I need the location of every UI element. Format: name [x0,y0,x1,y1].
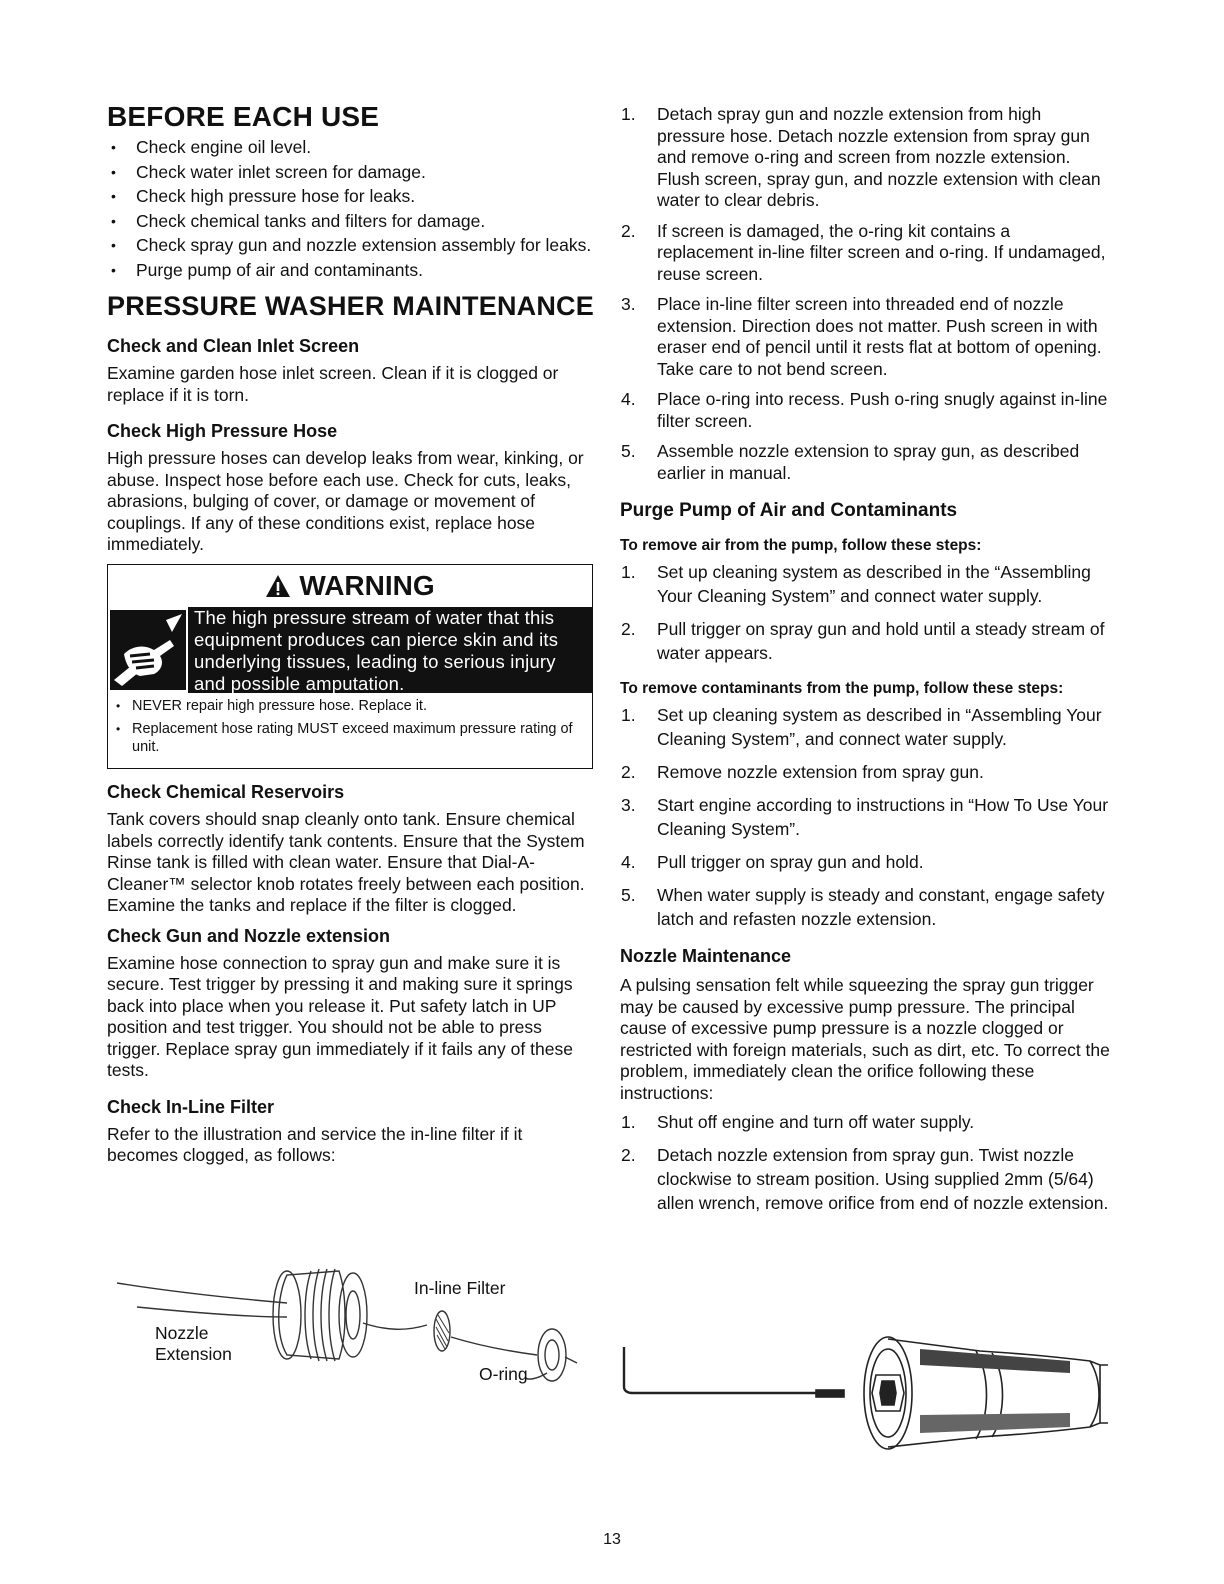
nozzle-steps-list [620,1110,1110,1215]
list-item: 2. Remove nozzle extension from spray gun. [621,762,984,782]
purge-heading: Purge Pump of Air and Contaminants [620,500,958,521]
list-item: • Replacement hose rating MUST exceed maximum pressure rating of unit. [108,721,592,756]
inline-filter-figure [107,1255,594,1415]
warning-box [107,564,593,770]
list-item: 2. Pull trigger on spray gun and hold until a steady stream of water appears. [621,619,1105,663]
nozzle-figure [620,1335,1110,1465]
nozzle-maintenance-text: A pulsing sensation felt while squeezing the spray gun trigger may be caused by excessive pump pressure. The principal cause of excessive pump pressure is a nozzle clogged or restricted with foreign materials, such as dirt, etc. To correct the problem, immediately clean the orifice following these instructions: [620,975,1110,1103]
list-item: 5. Assemble nozzle extension to spray gun, as described earlier in manual. [621,441,1080,483]
oring-label: O-ring [479,1364,528,1384]
list-item: • Check water inlet screen for damage. [107,162,594,184]
chemical-heading: Check Chemical Reservoirs [107,782,345,802]
contaminants-subheading: To remove contaminants from the pump, follow these steps: [620,680,1064,697]
maintenance-heading: PRESSURE WASHER MAINTENANCE [107,291,594,321]
list-item: 1. Shut off engine and turn off water supply. [621,1112,975,1132]
hose-heading: Check High Pressure Hose [107,421,338,441]
list-item: 5. When water supply is steady and constant, engage safety latch and refasten nozzle extension. [621,885,1105,929]
left-column [107,100,594,1167]
list-item: • Check engine oil level. [107,137,594,159]
list-item: • NEVER repair high pressure hose. Replace it. [108,698,592,716]
list-item: • Check high pressure hose for leaks. [107,186,594,208]
list-item: 3. Place in-line filter screen into threaded end of nozzle extension. Direction does not matter. Push screen in with eraser end of pencil until it rests flat at bottom of opening. Take care to not bend screen. [621,294,1102,379]
right-column [620,104,1110,1224]
list-item: • Check chemical tanks and filters for damage. [107,211,594,233]
list-item: • Purge pump of air and contaminants. [107,260,594,282]
inline-filter-label: In-line Filter [414,1278,506,1298]
warning-triangle-icon [265,574,291,598]
gun-nozzle-text: Examine hose connection to spray gun and make sure it is secure. Test trigger by pressing it and making sure it springs back into place when you release it. Put safety latch in UP position and test trigger. You should not be able to press trigger. Replace spray gun immediately if it fails any of these tests. [107,952,573,1080]
filter-steps-list [620,104,1110,484]
contaminants-steps-list [620,703,1110,931]
nozzle-label: Nozzle [155,1323,209,1343]
list-item: • Check spray gun and nozzle extension assembly for leaks. [107,235,594,257]
list-item: 4. Place o-ring into recess. Push o-ring snugly against in-line filter screen. [621,389,1108,431]
warning-header [108,565,592,607]
before-each-use-list [107,137,594,281]
warning-list [108,693,592,769]
nozzle-maintenance-heading: Nozzle Maintenance [620,946,792,966]
list-item: 1. Set up cleaning system as described in “Assembling Your Cleaning System”, and connect water supply. [621,705,1102,749]
page-number: 13 [603,1531,621,1548]
chemical-text: Tank covers should snap cleanly onto tank. Ensure chemical labels correctly identify tank contents. Ensure that the System Rinse tank is filled with clean water. Ensure that Dial-A-Cleaner™ selector knob rotates freely between each position. Examine the tanks and replace if the filter is clogged. [107,809,585,915]
list-item: 1. Detach spray gun and nozzle extension from high pressure hose. Detach nozzle extension from spray gun and remove o-ring and screen from nozzle extension. Flush screen, spray gun, and nozzle extension with clean water to clear debris. [621,104,1101,210]
air-steps-list [620,560,1110,665]
before-each-use-heading: BEFORE EACH USE [107,101,380,132]
inlet-screen-heading: Check and Clean Inlet Screen [107,336,360,356]
hand-injury-icon [108,607,188,693]
nozzle-wrench-illustration [620,1335,1110,1465]
gun-nozzle-heading: Check Gun and Nozzle extension [107,925,391,946]
hose-text: High pressure hoses can develop leaks from wear, kinking, or abuse. Inspect hose before each use. Check for cuts, leaks, abrasions, bulging of cover, or damage or movement of couplings. If any of these conditions exist, replace hose immediately. [107,448,584,554]
list-item: 1. Set up cleaning system as described in the “Assembling Your Cleaning System” and connect water supply. [621,562,1091,606]
list-item: 3. Start engine according to instructions in “How To Use Your Cleaning System”. [621,795,1109,839]
list-item: 4. Pull trigger on spray gun and hold. [621,852,924,872]
warning-title: WARNING [299,569,435,601]
inline-filter-text: Refer to the illustration and service the in-line filter if it becomes clogged, as follows: [107,1123,523,1165]
extension-label: Extension [155,1344,232,1364]
warning-text: The high pressure stream of water that this equipment produces can pierce skin and its underlying tissues, leading to serious injury and possible amputation. [194,606,559,694]
air-subheading: To remove air from the pump, follow these steps: [620,537,982,554]
warning-body [108,607,592,693]
inline-filter-heading: Check In-Line Filter [107,1096,275,1117]
list-item: 2. Detach nozzle extension from spray gun. Twist nozzle clockwise to stream position. Using supplied 2mm (5/64) allen wrench, remove orifice from end of nozzle extension. [621,1145,1109,1213]
inlet-screen-text: Examine garden hose inlet screen. Clean if it is clogged or replace if it is torn. [107,363,559,405]
list-item: 2. If screen is damaged, the o-ring kit contains a replacement in-line filter screen and o-ring. If undamaged, reuse screen. [621,220,1106,284]
